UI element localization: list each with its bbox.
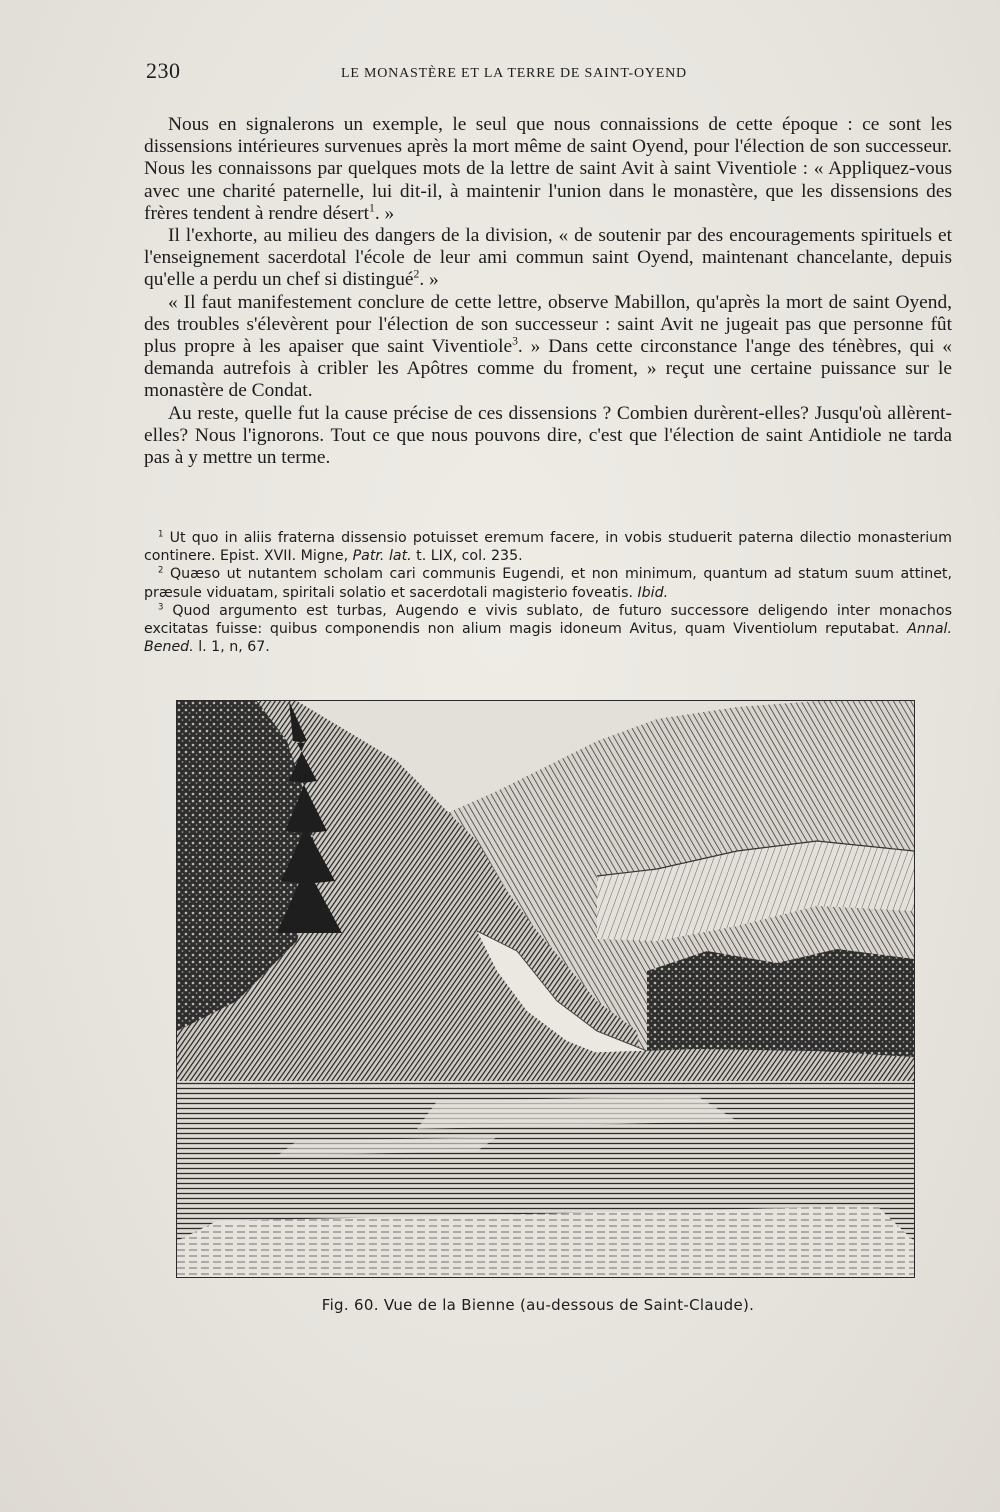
paragraph-2: Il l'exhorte, au milieu des dangers de la division, « de soutenir par des encouragements spirituels et l'enseignement sacerdotal l'école de leur ami commun saint Oyend, maintenant chancelante, depuis qu'elle a perdu un chef si distingué$^2$. »: [144, 225, 952, 291]
river-valley-engraving: [177, 701, 914, 1277]
figure-caption: Fig. 60. Vue de la Bienne (au-dessous de Saint-Claude).: [321, 1296, 755, 1314]
footnote-3: $^3$ Quod argumento est turbas, Augendo e vivis sublato, de futuro successore deligendo inter monachos excitatas fuisse: quibus componendis non alium magis idoneum Avitus, quam Viventiolum reputabat. Annal. Bened. l. 1, n, 67.: [144, 602, 952, 656]
paragraph-1: Nous en signalerons un exemple, le seul que nous connaissions de cette époque : ce sont les dissensions intérieures survenues après la mort même de saint Oyend, pour l'élection de son successeur. Nous les connaissons par quelques mots de la lettre de saint Avit à saint Viventiole : « Appliquez-vous avec une charité paternelle, lui dit-il, à maintenir l'union dans le monastère, que les dissensions des frères tendent à rendre désert$^1$. »: [144, 114, 952, 224]
engraving-figure: [176, 700, 915, 1278]
running-header: [146, 58, 956, 88]
footnote-ref-1: 1: [369, 201, 375, 215]
page-number: 230: [146, 58, 181, 83]
footnote-2: $^2$ Quæso ut nutantem scholam cari communis Eugendi, et non minimum, quantum ad statum suum attinet, præsule viduatam, spiritali solatio et sacerdotali magisterio foveatis. Ibid.: [144, 565, 952, 601]
running-title: LE MONASTÈRE ET LA TERRE DE SAINT-OYEND: [341, 66, 687, 81]
footnote-ref-2: 2: [413, 267, 420, 281]
paragraph-4: Au reste, quelle fut la cause précise de ces dissensions ? Combien durèrent-elles? Jusqu'où allèrent-elles? Nous l'ignorons. Tout ce que nous pouvons dire, c'est que l'élection de saint Antidiole ne tarda pas à y mettre un terme.: [144, 402, 952, 469]
paragraph-3: « Il faut manifestement conclure de cette lettre, observe Mabillon, qu'après la mort de saint Oyend, des troubles s'élevèrent pour l'élection de son successeur : saint Avit ne jugeait pas que personne fût plus propre à les apaiser que saint Viventiole$^3$. » Dans cette circonstance l'ange des ténèbres, qui « demanda autrefois à cribler les Apôtres comme du froment, » reçut une certaine puissance sur le monastère de Condat.: [144, 291, 952, 402]
footnote-ref-3: 3: [512, 334, 518, 348]
footnote-1: $^1$ Ut quo in aliis fraterna dissensio potuisset eremum facere, in vobis studuerit paterna dilectio monasterium continere. Epist. XVII. Migne, Patr. lat. t. LIX, col. 235.: [144, 529, 952, 565]
footnotes: [144, 529, 952, 656]
body-text: [144, 114, 952, 469]
